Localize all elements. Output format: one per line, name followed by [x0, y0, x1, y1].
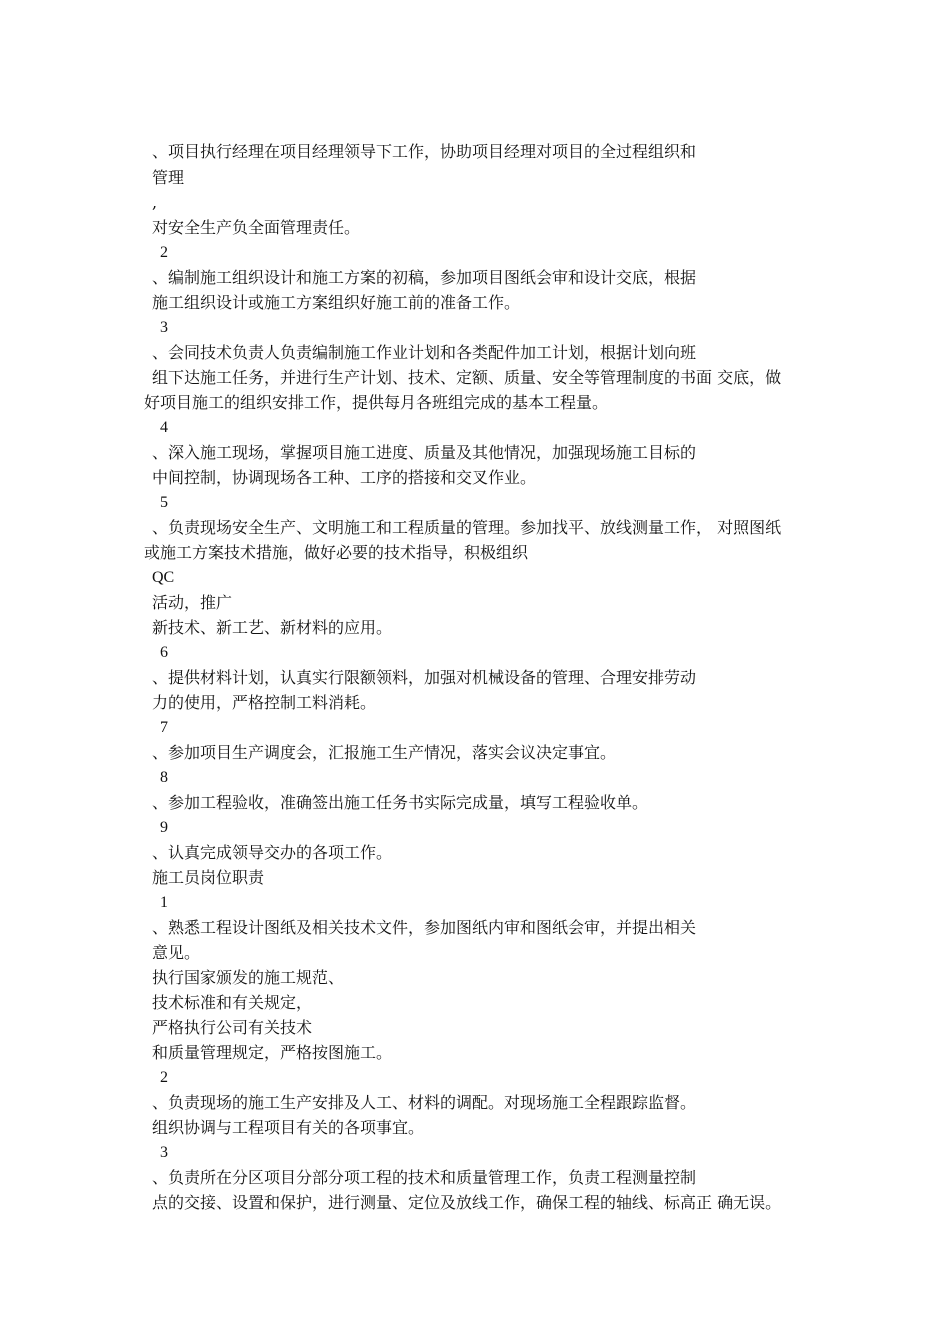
item-number: 9 — [160, 819, 168, 836]
text-line: 中间控制，协调现场各工种、工序的搭接和交叉作业。 — [152, 468, 537, 487]
text-line: 对安全生产负全面管理责任。 — [152, 218, 361, 237]
text-line: 或施工方案技术措施，做好必要的技术指导，积极组织 — [144, 543, 529, 562]
text-line: QC — [152, 569, 175, 586]
text-line: 力的使用，严格控制工料消耗。 — [152, 693, 377, 712]
text-line: 、项目执行经理在项目经理领导下工作，协助项目经理对项目的全过程组织和 — [152, 142, 697, 161]
text-line: 、参加工程验收，准确签出施工任务书实际完成量，填写工程验收单。 — [152, 793, 649, 812]
text-line: 管理 — [152, 168, 185, 187]
text-line: 活动，推广 — [152, 593, 233, 612]
text-line: 、参加项目生产调度会，汇报施工生产情况，落实会议决定事宜。 — [152, 743, 617, 762]
text-line: 、深入施工现场，掌握项目施工进度、质量及其他情况，加强现场施工目标的 — [152, 443, 697, 462]
text-line: 执行国家颁发的施工规范、 — [152, 968, 345, 987]
item-number: 4 — [160, 419, 168, 436]
text-line: 严格执行公司有关技术 — [152, 1018, 313, 1037]
item-number: 1 — [160, 894, 168, 911]
text-line: 施工组织设计或施工方案组织好施工前的准备工作。 — [152, 293, 521, 312]
item-number: 3 — [160, 319, 168, 336]
text-line: 点的交接、设置和保护，进行测量、定位及放线工作，确保工程的轴线、标高正 确无误。 — [152, 1193, 782, 1212]
text-line: 意见。 — [152, 943, 201, 962]
text-line: 、认真完成领导交办的各项工作。 — [152, 843, 393, 862]
text-line: , — [152, 193, 158, 212]
text-line: 组下达施工任务，并进行生产计划、技术、定额、质量、安全等管理制度的书面 交底，做 — [152, 368, 782, 387]
item-number: 2 — [160, 244, 168, 261]
text-line: 技术标准和有关规定， — [152, 993, 313, 1012]
item-number: 2 — [160, 1069, 168, 1086]
text-line: 、会同技术负责人负责编制施工作业计划和各类配件加工计划，根据计划向班 — [152, 343, 697, 362]
item-number: 3 — [160, 1144, 168, 1161]
text-line: 、负责现场安全生产、文明施工和工程质量的管理。参加找平、放线测量工作， 对照图纸 — [152, 518, 782, 537]
item-number: 6 — [160, 644, 168, 661]
text-line: 和质量管理规定，严格按图施工。 — [152, 1043, 393, 1062]
text-line: 新技术、新工艺、新材料的应用。 — [152, 618, 393, 637]
item-number: 8 — [160, 769, 168, 786]
text-line: 、负责所在分区项目分部分项工程的技术和质量管理工作，负责工程测量控制 — [152, 1168, 697, 1187]
item-number: 5 — [160, 494, 168, 511]
text-line: 好项目施工的组织安排工作，提供每月各班组完成的基本工程量。 — [144, 393, 609, 412]
text-line: 、编制施工组织设计和施工方案的初稿，参加项目图纸会审和设计交底，根据 — [152, 268, 697, 287]
text-line: 、负责现场的施工生产安排及人工、材料的调配。对现场施工全程跟踪监督。 — [152, 1093, 697, 1112]
section-heading: 施工员岗位职责 — [152, 868, 265, 887]
item-number: 7 — [160, 719, 168, 736]
text-line: 、熟悉工程设计图纸及相关技术文件，参加图纸内审和图纸会审，并提出相关 — [152, 918, 697, 937]
text-line: 组织协调与工程项目有关的各项事宜。 — [152, 1118, 425, 1137]
text-line: 、提供材料计划，认真实行限额领料，加强对机械设备的管理、合理安排劳动 — [152, 668, 697, 687]
